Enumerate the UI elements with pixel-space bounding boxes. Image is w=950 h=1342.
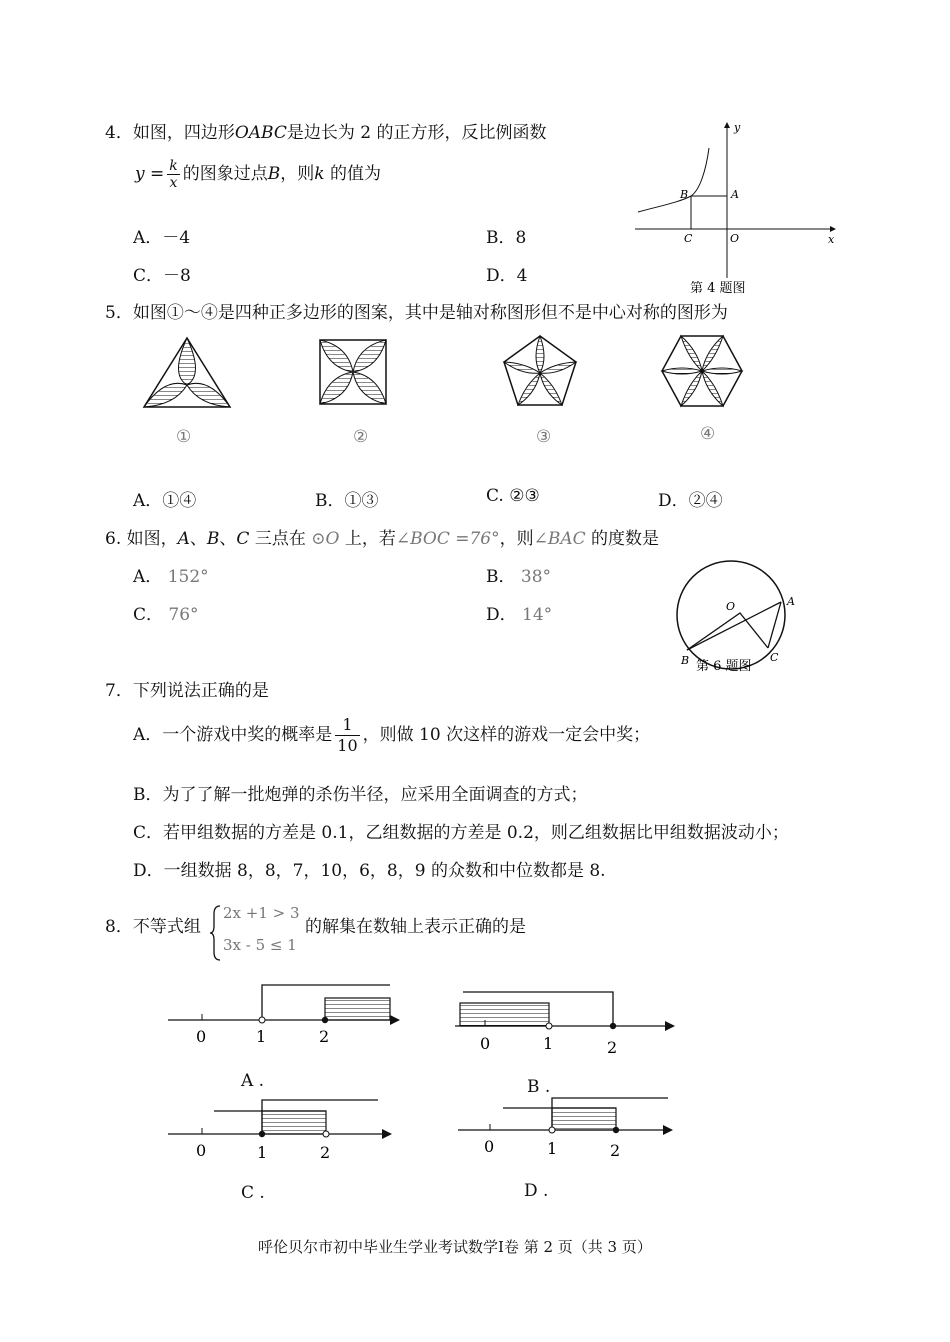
q4-option-c[interactable]: C．－8 <box>133 266 191 286</box>
q4-option-d[interactable]: D．4 <box>486 266 528 286</box>
q4-option-b[interactable]: B．8 <box>486 228 527 248</box>
q8-a-tick-0: 0 <box>196 1027 207 1046</box>
q8-a-tick-1: 1 <box>256 1027 267 1046</box>
q4-label-x: x <box>828 233 835 246</box>
q8-b-tick-2: 2 <box>607 1038 618 1057</box>
q5-fig-label-4: ④ <box>700 424 716 444</box>
q6-label-o: O <box>726 600 736 613</box>
q6-stem: 6. 如图，A、B、C 三点在 ⊙O 上，若∠BOC =76°，则∠BAC 的度数是 <box>105 529 660 549</box>
q8-numberline-b <box>455 985 685 1060</box>
q4-caption: 第 4 题图 <box>690 281 746 296</box>
q8-option-a[interactable]: A . <box>241 1071 265 1091</box>
q8-numberline-c <box>168 1094 408 1164</box>
q4-label-y: y <box>734 121 741 134</box>
q8-stem-b: 的解集在数轴上表示正确的是 <box>305 917 526 937</box>
q8-option-c[interactable]: C . <box>241 1183 265 1203</box>
q4-figure <box>630 118 840 296</box>
q6-caption: 第 6 题图 <box>696 659 752 674</box>
q5-fig-label-3: ③ <box>536 427 552 447</box>
q5-option-b[interactable]: B．①③ <box>315 491 379 511</box>
q6-label-a: A <box>787 595 795 608</box>
q6-label-b: B <box>681 654 690 667</box>
q5-figure-1 <box>140 335 235 415</box>
q8-c-tick-1: 1 <box>257 1143 268 1162</box>
q6-option-a[interactable]: A． 152° <box>133 567 209 587</box>
q5-option-a[interactable]: A．①④ <box>133 491 197 511</box>
page-footer: 呼伦贝尔市初中毕业生学业考试数学Ⅰ卷 第 2 页（共 3 页） <box>258 1238 652 1256</box>
q4-label-a: A <box>731 188 739 201</box>
q8-d-tick-2: 2 <box>610 1141 621 1160</box>
q7-option-b[interactable]: B．为了了解一批炮弹的杀伤半径，应采用全面调查的方式； <box>133 785 588 805</box>
q8-d-tick-0: 0 <box>484 1137 495 1156</box>
q8-brace <box>210 904 222 962</box>
q8-d-tick-1: 1 <box>547 1139 558 1158</box>
q5-fig-label-1: ① <box>176 427 192 447</box>
q4-stem: 4．如图，四边形OABC是边长为 2 的正方形，反比例函数 <box>105 123 547 143</box>
q8-a-tick-2: 2 <box>319 1027 330 1046</box>
q8-c-tick-0: 0 <box>196 1141 207 1160</box>
q7-option-d[interactable]: D．一组数据 8，8，7，10，6，8，9 的众数和中位数都是 8. <box>133 861 606 881</box>
q6-label-c: C <box>770 651 779 664</box>
q5-option-d[interactable]: D．②④ <box>658 491 723 511</box>
q8-option-b[interactable]: B . <box>527 1077 551 1097</box>
q5-option-c[interactable]: C. ②③ <box>486 486 540 506</box>
q4-label-o: O <box>730 232 740 245</box>
q6-option-d[interactable]: D． 14° <box>486 605 553 625</box>
q7-stem: 7．下列说法正确的是 <box>105 681 269 701</box>
q8-stem-a: 8．不等式组 <box>105 917 201 937</box>
q4-option-a[interactable]: A．－4 <box>133 228 191 248</box>
q8-ineq-2: 3x - 5 ≤ 1 <box>223 936 297 954</box>
q7-option-a[interactable]: A．一个游戏中奖的概率是 $\frac{1}{10}$ ，则做 10 次这样的游戏一定会中奖； <box>133 715 651 755</box>
q8-ineq-1: 2x +1 > 3 <box>223 904 300 922</box>
q5-figure-4 <box>660 333 745 411</box>
q6-option-c[interactable]: C． 76° <box>133 605 199 625</box>
q7-option-c[interactable]: C．若甲组数据的方差是 0.1，乙组数据的方差是 0.2，则乙组数据比甲组数据波动小； <box>133 823 789 843</box>
q4-label-b: B <box>680 188 689 201</box>
q8-c-tick-2: 2 <box>320 1143 331 1162</box>
q5-figure-3 <box>500 333 580 413</box>
q8-option-d[interactable]: D . <box>524 1181 549 1201</box>
q4-stem-line2: y = $\frac{k}{x}$ 的图象过点B，则k 的值为 <box>135 158 381 191</box>
q5-figure-2 <box>318 338 398 408</box>
q5-fig-label-2: ② <box>353 427 369 447</box>
q8-numberline-d <box>458 1092 688 1162</box>
q6-option-b[interactable]: B． 38° <box>486 567 552 587</box>
q8-numberline-a <box>168 980 408 1050</box>
q8-b-tick-0: 0 <box>480 1034 491 1053</box>
q8-b-tick-1: 1 <box>543 1034 554 1053</box>
q4-label-c: C <box>684 232 693 245</box>
q6-figure <box>670 558 810 678</box>
q5-stem: 5．如图①～④是四种正多边形的图案，其中是轴对称图形但不是中心对称的图形为 <box>105 303 728 323</box>
